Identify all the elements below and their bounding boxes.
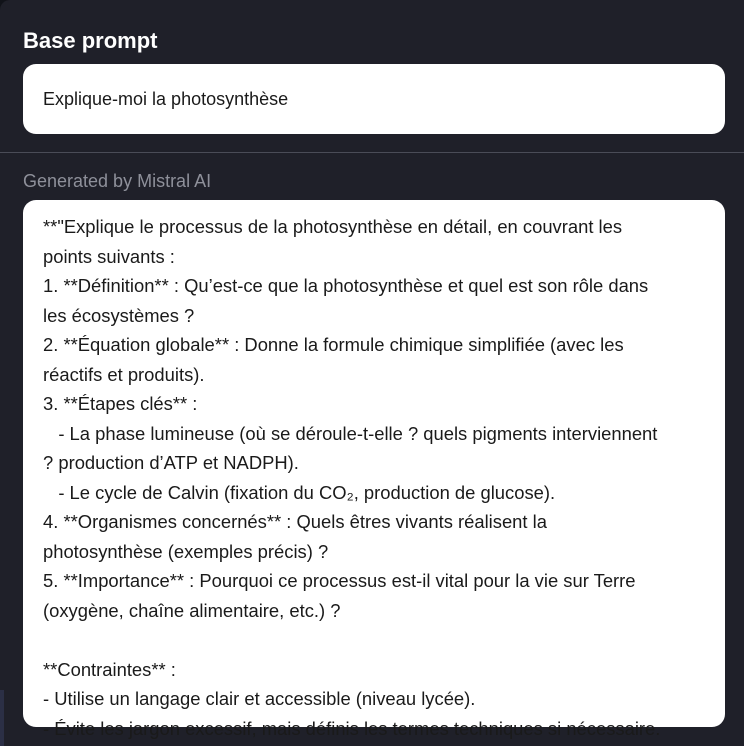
base-prompt-section — [0, 0, 744, 152]
generated-prompt-line: réactifs et produits). — [43, 363, 205, 385]
generated-prompt-line: **"Explique le processus de la photosynthèse en détail, en couvrant les — [43, 216, 623, 237]
generated-prompt-line: - La phase lumineuse (où se déroule-t-elle ? quels pigments interviennent — [43, 422, 658, 444]
base-prompt-input[interactable]: Explique-moi la photosynthèse — [23, 64, 725, 134]
generated-prompt-line: 2. **Équation globale** : Donne la formule chimique simplifiée (avec les — [43, 334, 624, 355]
generated-prompt-line: 3. **Étapes clés** : — [43, 393, 198, 414]
generated-prompt-line: - Le cycle de Calvin (fixation du CO₂, production de glucose). — [43, 481, 556, 503]
generated-prompt-line: photosynthèse (exemples précis) ? — [43, 540, 329, 562]
generated-prompt-line — [43, 625, 705, 655]
generated-by-label: Generated by Mistral AI — [23, 171, 212, 191]
generated-prompt-textarea[interactable] — [23, 200, 725, 739]
generated-prompt-line: ? production d’ATP et NADPH). — [43, 452, 299, 473]
base-prompt-title: Base prompt — [23, 28, 158, 53]
generated-prompt-line: les écosystèmes ? — [43, 304, 195, 326]
generated-prompt-line: **Contraintes** : — [43, 658, 176, 680]
generated-prompt-line: - Évite les jargon excessif, mais définis les termes techniques si nécessaire. — [43, 717, 661, 739]
generated-prompt-line: (oxygène, chaîne alimentaire, etc.) ? — [43, 599, 341, 621]
generated-prompt-line: points suivants : — [43, 245, 175, 267]
generated-prompt-line: 5. **Importance** : Pourquoi ce processus est-il vital pour la vie sur Terre — [43, 570, 636, 591]
window-edge — [0, 690, 4, 746]
generated-prompt-line: 4. **Organismes concernés** : Quels êtres vivants réalisent la — [43, 511, 547, 532]
generated-prompt-line: 1. **Définition** : Qu’est-ce que la photosynthèse et quel est son rôle dans — [43, 275, 649, 296]
generated-prompt-line: - Utilise un langage clair et accessible (niveau lycée). — [43, 688, 476, 709]
section-divider — [0, 152, 744, 153]
